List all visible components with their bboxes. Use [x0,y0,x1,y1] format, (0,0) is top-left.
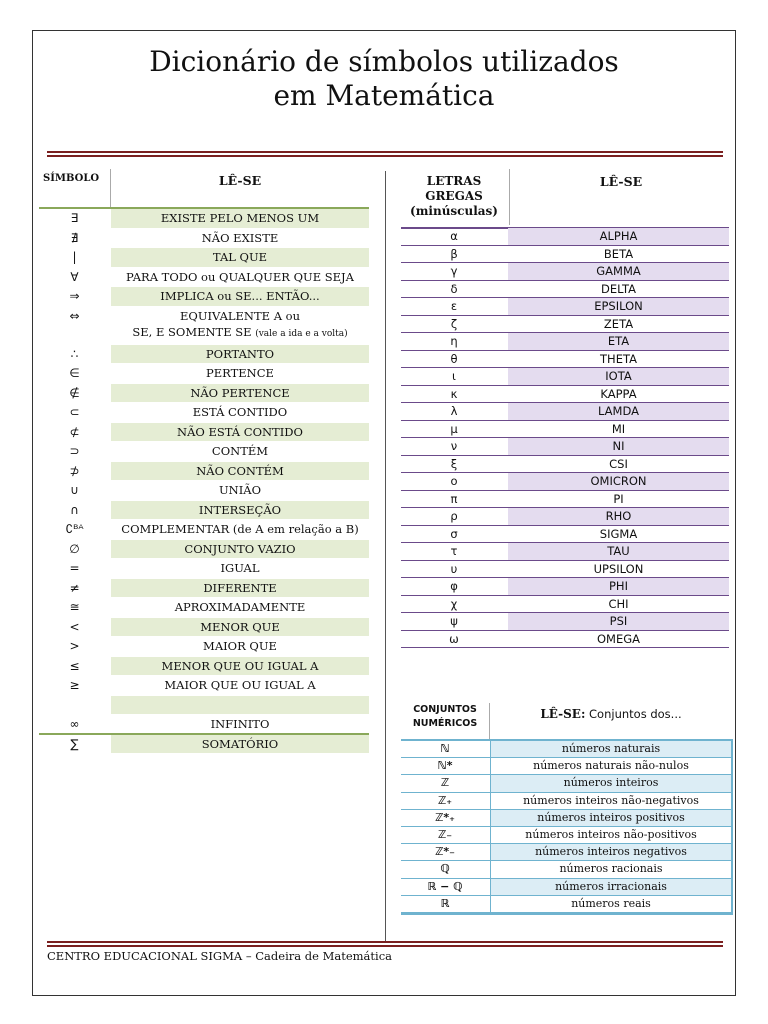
table-row [39,442,369,462]
greek-name-cell: BETA [603,246,634,261]
meaning-note: (vale a ida e a volta) [255,328,348,339]
table-row [401,844,731,861]
meaning-cell: SOMATÓRIO [111,735,369,754]
table-row [401,613,729,631]
table-row [39,268,369,288]
sets-right-border [731,739,733,915]
symbol-cell: < [69,619,80,634]
symbol-cell: ∀ [70,269,79,284]
greek-letter-cell: γ [450,264,458,278]
meaning-line-1: EQUIVALENTE A ou [180,308,300,323]
greek-header-title: LETRAS GREGAS [425,174,483,203]
set-symbol-cell: ℚ [440,862,450,876]
symbol-cell: > [69,639,80,653]
symbol-cell: ⊃ [69,444,80,458]
set-symbol-cell: ℕ* [437,759,453,773]
greek-letter-cell: ρ [450,509,458,523]
greek-name-cell: ZETA [603,316,634,331]
greek-letter-cell: ζ [450,316,458,331]
meaning-cell: PERTENCE [206,366,274,380]
greek-name-cell: THETA [600,351,637,366]
greek-name-cell: CHI [608,596,629,611]
greek-name-cell: PI [613,491,624,506]
greek-letter-cell: β [450,246,458,261]
table-row [39,579,369,599]
table-row [401,421,729,439]
set-name-cell: números inteiros positivos [490,810,731,826]
sets-lese-bold: LÊ-SE: [540,707,586,721]
table-bottom-rule [39,733,369,735]
sets-header: CONJUNTOS NUMÉRICOS [412,704,478,729]
symbol-cell: ⊅ [69,463,80,478]
greek-name-cell: GAMMA [508,263,729,280]
symbol-cell: ∞ [69,717,80,731]
table-row [39,229,369,249]
greek-header-subtitle: (minúsculas) [410,204,498,218]
greek-letter-cell: μ [450,421,458,436]
table-row [39,384,369,404]
meaning-line-2 [111,324,369,342]
table-row [401,333,729,351]
symbol-cell: ≅ [69,600,80,614]
set-name-cell: números naturais [490,741,731,757]
meaning-cell: UNIÃO [218,483,262,497]
set-symbol-cell: ℕ [440,742,450,755]
symbol-header: SÍMBOLO [43,173,100,184]
greek-letter-cell: υ [450,561,458,576]
meaning-cell: MENOR QUE [111,618,369,637]
greek-letter-cell: δ [450,281,458,296]
meaning-line-2-main: SE, E SOMENTE SE [132,324,252,339]
set-name-cell: números inteiros não-negativos [490,793,731,809]
set-name-cell: números racionais [490,861,731,877]
greek-letter-cell: ω [449,631,459,646]
greek-name-cell: UPSILON [593,561,644,576]
table-row [39,520,369,540]
table-row [39,307,369,345]
table-row [39,364,369,384]
table-row [39,637,369,657]
footer-text: CENTRO EDUCACIONAL SIGMA – Cadeira de Matemática [47,949,393,963]
table-row [39,618,369,638]
meaning-cell: NÃO EXISTE [201,230,279,245]
greek-name-cell: IOTA [508,368,729,385]
table-row [401,578,729,596]
greek-letter-cell: λ [450,404,458,418]
meaning-cell [111,307,369,344]
sets-bottom-rule [401,913,733,915]
greek-letter-cell: ν [450,439,458,453]
meaning-cell: MENOR QUE OU IGUAL A [111,657,369,676]
symbol-cell: = [69,561,80,575]
page-title [33,45,735,113]
sets-lese-rest: Conjuntos dos... [585,707,682,721]
symbol-cell: ⇔ [69,308,80,323]
meaning-cell: PORTANTO [111,345,369,364]
table-row [401,879,731,896]
table-row [401,403,729,421]
table-row [401,386,729,404]
table-row [39,657,369,677]
set-symbol-cell: ℝ [440,896,450,910]
symbol-cell: ∅ [69,541,80,556]
greek-name-cell: EPSILON [508,298,729,315]
symbol-cell: ∄ [70,230,79,245]
meaning-cell: IMPLICA ou SE... ENTÃO... [111,287,369,306]
symbol-cell: ≠ [69,580,80,595]
bottom-rule [47,941,723,947]
greek-letter-cell: κ [450,386,458,401]
greek-letter-cell: σ [450,526,458,541]
table-row [39,559,369,579]
table-row [39,540,369,560]
document-page [32,30,736,996]
set-name-cell: números inteiros [490,775,731,791]
table-row [39,481,369,501]
table-row [401,351,729,369]
table-row [401,543,729,561]
table-row [401,438,729,456]
table-row [401,526,729,544]
table-row [401,775,731,792]
table-row [39,345,369,365]
sets-header-divider [489,703,490,739]
greek-letter-cell: ξ [450,456,458,471]
top-rule [47,151,723,157]
meaning-cell: MAIOR QUE OU IGUAL A [164,678,316,692]
symbol-cell: ∑ [70,736,79,751]
meaning-cell: APROXIMADAMENTE [174,600,306,614]
meaning-cell: INTERSEÇÃO [111,501,369,520]
symbol-cell: ∴ [70,346,79,361]
symbol-cell: ⊂ [69,405,80,419]
greek-name-cell: DELTA [601,281,636,296]
greek-letters-header [399,174,509,219]
greek-name-cell: ALPHA [508,228,729,245]
greek-name-cell: KAPPA [600,386,637,401]
greek-name-cell: OMICRON [508,473,729,490]
symbol-cell: ∃ [70,211,79,225]
table-row [39,462,369,482]
table-row [401,491,729,509]
meaning-cell: NÃO ESTÁ CONTIDO [111,423,369,442]
meaning-cell: NÃO CONTÉM [111,462,369,481]
greek-letter-cell: ε [450,299,458,313]
greek-name-cell: PSI [508,613,729,630]
table-row [401,793,731,810]
meaning-cell: COMPLEMENTAR (de A em relação a B) [121,522,359,536]
table-row [401,631,729,649]
meaning-cell: NÃO PERTENCE [111,384,369,403]
greek-name-cell: SIGMA [599,526,638,541]
greek-letter-cell: ι [452,369,456,383]
set-symbol-cell: ℤ*₋ [435,845,455,859]
set-name-cell: números inteiros não-positivos [490,827,731,843]
symbol-cell: ∩ [70,502,79,517]
table-row [401,298,729,316]
table-row [401,473,729,491]
table-row [401,861,731,878]
symbol-cell: ∪ [70,483,79,497]
greek-letter-cell: τ [450,544,458,558]
table-row [39,501,369,521]
meaning-cell: PARA TODO ou QUALQUER QUE SEJA [126,269,354,284]
table-row [39,735,369,755]
table-row [39,423,369,443]
set-symbol-cell: ℝ − ℚ [427,879,463,893]
greek-letter-cell: η [450,334,458,348]
set-symbol-cell: ℤ [440,776,450,790]
meaning-cell: ESTÁ CONTIDO [192,405,288,419]
meaning-cell: CONJUNTO VAZIO [111,540,369,559]
meaning-cell: MAIOR QUE [203,639,277,653]
greek-letter-cell: φ [450,579,458,593]
table-row [401,228,729,246]
symbol-cell: | [72,250,77,264]
symbol-cell: ⇒ [69,289,80,303]
set-symbol-cell: ℤ₊ [437,793,453,807]
greek-name-cell: RHO [508,508,729,525]
symbol-cell [39,696,110,715]
table-row [39,287,369,307]
greek-letter-cell: π [450,491,458,506]
table-row [401,596,729,614]
lese-header: LÊ-SE [218,173,262,188]
table-row [401,810,731,827]
greek-letter-cell: α [450,229,458,243]
meaning-cell: INFINITO [210,717,270,731]
table-row [401,758,731,775]
column-divider [385,171,386,943]
symbol-cell: ⊄ [69,424,80,439]
set-name-cell: números irracionais [490,879,731,895]
greek-letter-cell: ο [450,474,458,488]
greek-lese-header: LÊ-SE [599,174,643,189]
greek-header-divider [509,169,510,225]
table-row [39,403,369,423]
symbol-cell: ≤ [69,658,80,673]
symbol-cell: ∁ᴮᴬ [65,522,84,536]
meaning-cell: TAL QUE [111,248,369,267]
table-row [401,368,729,386]
greek-letter-cell: ψ [450,614,458,628]
symbol-cell: ∈ [69,366,80,380]
table-row [401,316,729,334]
table-row [401,508,729,526]
table-row [39,696,369,716]
meaning-cell [111,696,369,715]
table-row [401,561,729,579]
symbol-cell: ≥ [69,678,80,692]
meaning-cell: CONTÉM [211,444,269,458]
table-row [401,246,729,264]
sets-table [401,741,731,913]
table-row [39,715,369,735]
set-symbol-cell: ℤ*₊ [435,810,455,824]
table-row [401,741,731,758]
symbols-table [39,209,369,754]
greek-name-cell: OMEGA [596,631,641,646]
set-name-cell: números naturais não-nulos [490,758,731,774]
table-row [401,896,731,913]
greek-name-cell: NI [508,438,729,455]
table-row [39,598,369,618]
sets-lese-header [491,707,731,721]
meaning-cell: EXISTE PELO MENOS UM [111,209,369,228]
table-row [401,456,729,474]
greek-name-cell: LAMDA [508,403,729,420]
title-line-1: Dicionário de símbolos utilizados [149,45,619,78]
greek-name-cell: TAU [508,543,729,560]
set-name-cell: números reais [490,896,731,912]
meaning-cell: IGUAL [220,561,260,575]
greek-letter-cell: θ [450,351,458,366]
greek-name-cell: ETA [508,333,729,350]
greek-name-cell: MI [611,421,626,436]
set-symbol-cell: ℤ₋ [437,827,453,841]
symbol-cell: ∉ [69,385,80,400]
greek-name-cell: PHI [508,578,729,595]
table-row [39,209,369,229]
meaning-cell: DIFERENTE [111,579,369,598]
title-line-2: em Matemática [273,79,495,112]
table-row [39,676,369,696]
greek-table [401,228,729,648]
table-row [401,281,729,299]
table-row [401,827,731,844]
greek-letter-cell: χ [450,596,458,611]
table-row [401,263,729,281]
set-name-cell: números inteiros negativos [490,844,731,860]
table-row [39,248,369,268]
greek-name-cell: CSI [609,456,628,471]
